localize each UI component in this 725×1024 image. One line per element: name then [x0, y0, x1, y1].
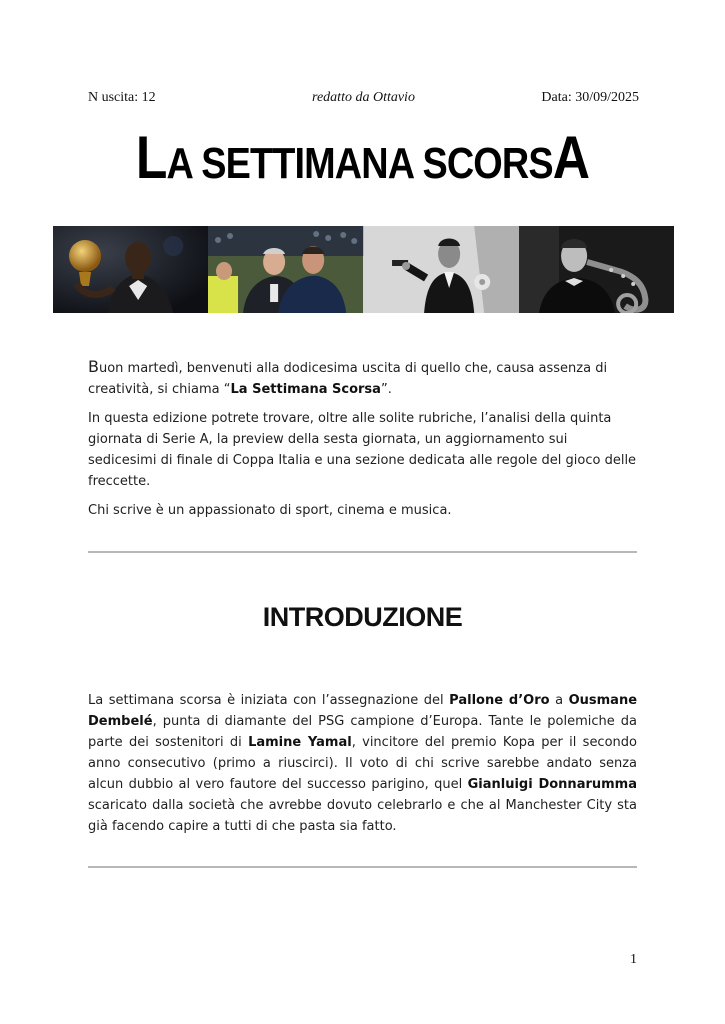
photo-coaches-embrace — [208, 226, 363, 313]
intro-text-5: scaricato dalla società che avrebbe dovuto celebrarlo e che al Manchester City sta già facendo capire a tutti di che pasta sia fatto. — [88, 798, 637, 834]
issue-number: N uscita: 12 — [88, 90, 156, 105]
edition-contents-paragraph: In questa edizione potrete trovare, oltre alle solite rubriche, l’analisi della quinta giornata di Serie A, la preview della sesta giornata, un aggiornamento sui sedicesimi di finale di Coppa Italia e una sezione dedicata alle regole del gioco delle freccette. — [88, 411, 637, 489]
issue-date: Data: 30/09/2025 — [541, 90, 639, 105]
masthead-last-letter: A — [552, 124, 590, 191]
welcome-initial: B — [88, 357, 99, 376]
intro-text-4: , vincitore del premio Kopa per il secondo anno consecutivo (primo a riuscirci). Il voto di chi scrive sarebbe andato senza alcun dubbio al vero fautore del successo parigino, quel — [88, 735, 637, 792]
masthead-title — [51, 124, 675, 191]
photo-saxophone-player — [519, 226, 674, 313]
masthead-middle: A SETTIMANA SCORS — [166, 139, 553, 188]
intro-text-3: , punta di diamante del PSG campione d’Europa. Tante le polemiche da parte dei sostenitori di — [88, 714, 637, 750]
photo-man-with-pistol — [364, 226, 519, 313]
intro-bold-donnarumma: Gianluigi Donnarumma — [467, 777, 637, 792]
intro-bold-ballon-dor: Pallone d’Oro — [449, 693, 550, 708]
intro-bold-dembele: Ousmane Dembelé — [88, 693, 638, 729]
introduction-paragraph — [88, 690, 637, 837]
photo-strip — [53, 226, 674, 313]
intro-text-1: La settimana scorsa è iniziata con l’assegnazione del — [88, 693, 450, 708]
author-bio-paragraph: Chi scrive è un appassionato di sport, cinema e musica. — [88, 503, 452, 518]
masthead-first-letter: L — [135, 124, 167, 191]
welcome-text-b: ”. — [380, 382, 392, 397]
welcome-text — [88, 356, 637, 529]
header-row — [88, 90, 639, 108]
section-divider-bottom — [88, 866, 637, 868]
newsletter-name: La Settimana Scorsa — [230, 382, 381, 397]
section-title: INTRODUZIONE — [262, 602, 463, 632]
welcome-text-a: uon martedì, benvenuti alla dodicesima uscita di quello che, causa assenza di creatività, si chiama “ — [88, 361, 608, 397]
photo-ballon-dor-winner — [53, 226, 208, 313]
intro-bold-yamal: Lamine Yamal — [248, 735, 352, 750]
welcome-paragraph — [88, 356, 637, 400]
intro-text-2: a — [549, 693, 569, 708]
author-credit: redatto da Ottavio — [312, 90, 415, 105]
page-number: 1 — [630, 952, 637, 967]
introduction-body — [88, 690, 637, 845]
section-divider — [88, 551, 637, 553]
